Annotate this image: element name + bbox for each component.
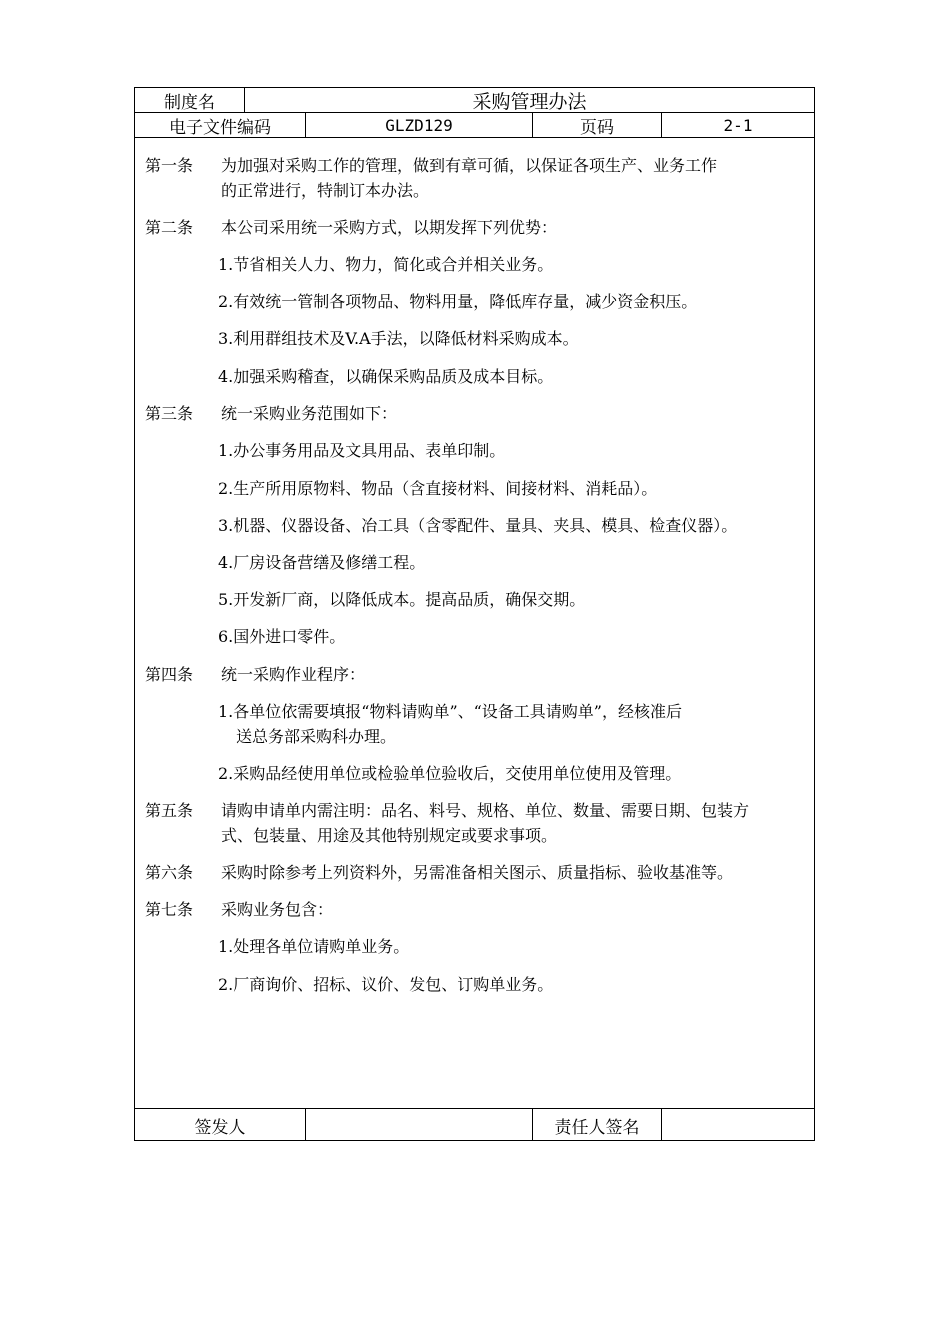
header-row-code [135, 113, 814, 138]
article-3-item-1: 1.办公事务用品及文具用品、表单印制。 [218, 441, 506, 460]
article-4-item-1-line-1: 1.各单位依需要填报“物料请购单”、“设备工具请购单”，经核准后 [218, 702, 682, 721]
article-6-text: 采购时除参考上列资料外，另需准备相关图示、质量指标、验收基准等。 [221, 863, 734, 882]
page-value: 2-1 [661, 113, 814, 137]
article-3-item-3: 3.机器、仪器设备、冶工具（含零配件、量具、夹具、模具、检查仪器）。 [218, 516, 738, 535]
article-5-line-1: 请购申请单内需注明：品名、料号、规格、单位、数量、需要日期、包装方 [221, 801, 750, 820]
article-3-label: 第三条 [145, 404, 194, 423]
article-2-text: 本公司采用统一采购方式，以期发挥下列优势： [221, 218, 558, 237]
name-label: 制度名 [164, 92, 215, 113]
article-5-text [221, 798, 809, 848]
issuer-label: 签发人 [194, 1117, 246, 1138]
article-3-item-6: 6.国外进口零件。 [218, 627, 346, 646]
article-2-label: 第二条 [145, 218, 194, 237]
document-title: 采购管理办法 [244, 88, 814, 112]
document-form [134, 87, 815, 1141]
responsible-signature-field[interactable] [661, 1109, 814, 1141]
article-2-item-3: 3.利用群组技术及V.A手法，以降低材料采购成本。 [218, 329, 579, 348]
article-2-item-1: 1.节省相关人力、物力，简化或合并相关业务。 [218, 255, 554, 274]
article-4-label: 第四条 [145, 665, 194, 684]
issuer-field[interactable] [305, 1109, 532, 1141]
article-1-text [221, 153, 809, 203]
code-value: GLZD129 [305, 113, 532, 137]
article-7-text: 采购业务包含： [221, 900, 334, 919]
document-body [135, 139, 814, 1107]
code-label: 电子文件编码 [169, 117, 271, 138]
article-4-item-1-line-2: 送总务部采购科办理。 [236, 727, 397, 746]
article-7-item-2: 2.厂商询价、招标、议价、发包、订购单业务。 [218, 975, 554, 994]
article-4-text: 统一采购作业程序： [221, 665, 366, 684]
page-label: 页码 [532, 113, 661, 137]
article-3-text: 统一采购业务范围如下： [221, 404, 398, 423]
article-3-item-5: 5.开发新厂商，以降低成本。提高品质，确保交期。 [218, 590, 586, 609]
article-1-line-1: 为加强对采购工作的管理，做到有章可循，以保证各项生产、业务工作 [221, 156, 718, 175]
article-7-item-1: 1.处理各单位请购单业务。 [218, 937, 410, 956]
article-1-label: 第一条 [145, 156, 194, 175]
header-row-title [135, 88, 814, 113]
article-5-label: 第五条 [145, 801, 194, 820]
article-6-label: 第六条 [145, 863, 194, 882]
article-4-item-2: 2.采购品经使用单位或检验单位验收后，交使用单位使用及管理。 [218, 764, 682, 783]
article-4-item-1 [218, 699, 810, 749]
article-3-item-4: 4.厂房设备营缮及修缮工程。 [218, 553, 426, 572]
article-5-line-2: 式、包装量、用途及其他特别规定或要求事项。 [221, 826, 558, 845]
article-3-item-2: 2.生产所用原物料、物品（含直接材料、间接材料、消耗品）。 [218, 479, 658, 498]
footer-row [135, 1108, 814, 1141]
article-2-item-4: 4.加强采购稽查，以确保采购品质及成本目标。 [218, 367, 554, 386]
article-1-line-2: 的正常进行，特制订本办法。 [221, 181, 430, 200]
article-7-label: 第七条 [145, 900, 194, 919]
article-2-item-2: 2.有效统一管制各项物品、物料用量，降低库存量，减少资金积压。 [218, 292, 698, 311]
responsible-label: 责任人签名 [532, 1109, 661, 1141]
